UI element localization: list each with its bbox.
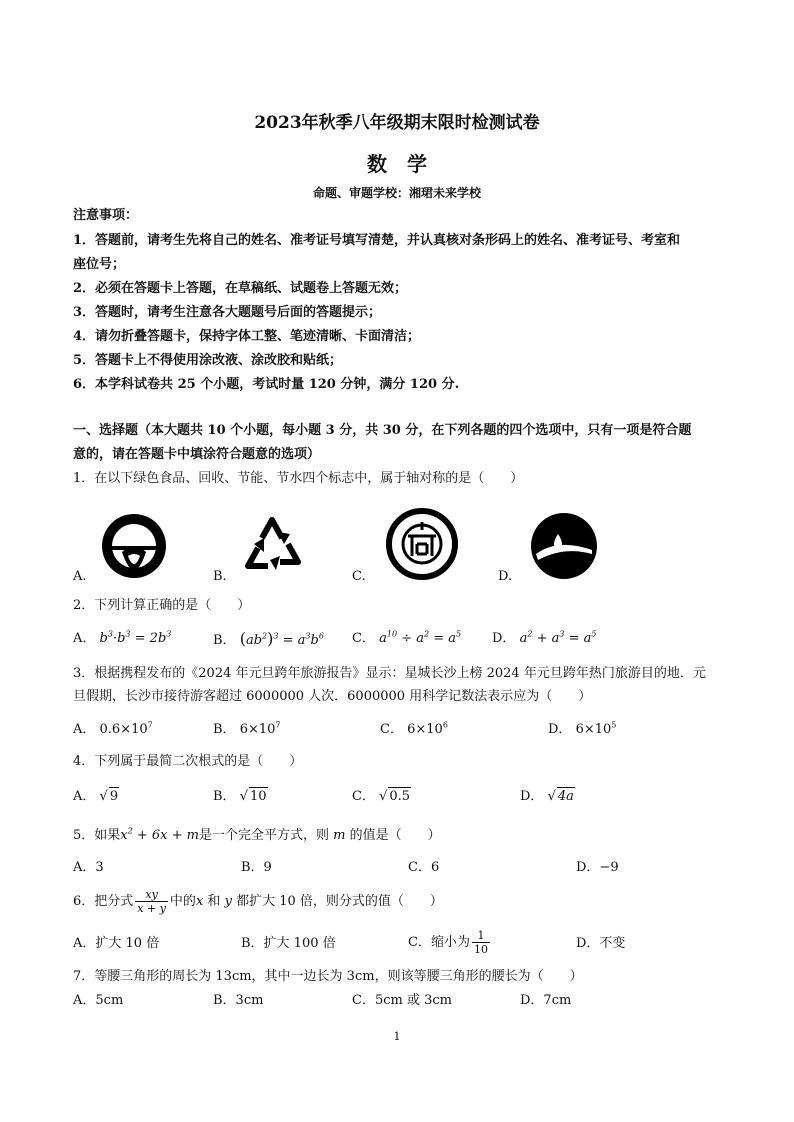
q3-exp-b: 7 [275,720,281,730]
question-3-stem-cont: 旦假期，长沙市接待游客超过 6000000 人次．6000000 用科学记数法表示应为（ ） [73,689,592,704]
q3-exp-a: 7 [147,720,153,730]
q1-option-c: C. [352,569,366,584]
q6-option-b: B．扩大 100 倍 [241,936,336,951]
q2-label-b: B． [213,633,236,648]
q3-label-c: C． [380,722,403,737]
q4-label-d: D． [520,789,544,804]
q3-times-d: ×10 [583,722,612,737]
q3-exp-d: 5 [611,720,617,730]
q4-label-a: A． [73,789,96,804]
q2-option-c [352,630,461,648]
notice-heading: 注意事项： [73,208,139,223]
question-5-stem [73,827,441,845]
question-4-stem: 4．下列属于最简二次根式的是（ ） [73,754,303,769]
q5-option-b: B．9 [241,860,272,875]
q6-option-c-fraction [472,929,490,956]
q6-y: y [224,894,232,909]
q3-option-b [213,721,281,739]
q6-suffix: 都扩大 10 倍，则分式的值（ ） [236,894,443,909]
q5-option-a: A．3 [73,860,104,875]
q6-option-a: A．扩大 10 倍 [73,936,160,951]
q6-option-d: D．不变 [576,936,626,951]
q5-option-c: C．6 [408,860,440,875]
q4-radicand-c: 0.5 [389,789,411,804]
q2-option-d [492,630,596,648]
q5-prefix: 5．如果 [73,828,121,843]
q5-option-d: D．−9 [576,860,619,875]
question-2-stem: 2．下列计算正确的是（ ） [73,598,251,613]
q3-times-a: ×10 [120,722,148,737]
q2-expr-b: $(ab^2)^3 = a^3b^6$ [239,629,324,648]
q2-option-a [73,630,171,648]
q3-mantissa-a: 0.6 [99,722,121,737]
q2-expr-d: $a^2 + a^3 = a^5$ [519,629,597,646]
q2-label-a: A． [73,631,96,646]
q5-suffix2: 的值是（ ） [349,828,441,843]
q3-exp-c: 6 [442,720,448,730]
q6-fraction [135,888,168,915]
q7-option-c: C．5cm 或 3cm [352,993,452,1008]
q4-radicand-d: 4a [557,789,574,804]
q2-option-b [213,630,324,650]
q1-option-b: B. [213,569,227,584]
question-1-stem: 1．在以下绿色食品、回收、节能、节水四个标志中，属于轴对称的是（ ） [73,471,524,486]
notice-item: 4．请勿折叠答题卡，保持字体工整、笔迹清晰、卡面清洁； [73,329,421,344]
question-6-stem [73,887,443,917]
q4-radicand-b: 10 [249,789,267,804]
q3-mantissa-c: 6 [407,722,416,737]
q7-option-a: A．5cm [73,993,124,1008]
q6-frac-num: 1 [472,929,490,943]
notice-item: 5．答题卡上不得使用涂改液、涂改胶和贴纸； [73,353,343,368]
q2-label-d: D． [492,631,516,646]
q6-numerator: xy [135,888,168,902]
water-saving-icon [528,512,600,584]
q2-expr-a: $b^3\cdot b^3 = 2b^3$ [99,629,172,646]
q3-mantissa-d: 6 [575,722,584,737]
q7-option-b: B．3cm [213,993,264,1008]
q5-var: m [333,828,346,843]
q6-option-c [408,927,492,959]
subject-title: 数 学 [367,152,427,176]
notice-item: 2．必须在答题卡上答题，在草稿纸、试题卷上答题无效； [73,281,408,296]
q3-times-b: ×10 [247,722,276,737]
q5-expression: $x^2 + 6x + m$ [120,826,199,843]
q4-option-a: A． √ 9 [73,789,119,804]
q1-option-d: D. [498,569,513,584]
q3-label-d: D． [548,722,572,737]
q3-option-a [73,721,153,739]
question-3-stem: 3．根据携程发布的《2024 年元旦跨年旅游报告》显示：星城长沙上榜 2024 年元旦跨年热门旅游目的地．元 [73,666,706,681]
green-food-icon [100,512,168,584]
notice-item: 3．答题时，请考生注意各大题题号后面的答题提示； [73,305,382,320]
q3-mantissa-b: 6 [239,722,248,737]
section-heading: 一、选择题（本大题共 10 个小题，每小题 3 分，共 30 分，在下列各题的四个选项中，只有一项是符合题 [73,423,692,438]
q3-label-a: A． [73,722,96,737]
q1-option-a: A. [73,569,87,584]
recycle-icon [240,512,308,582]
q6-denominator: x + y [137,902,166,915]
school-line: 命题、审题学校：湘珺未来学校 [312,186,481,200]
q6-option-c-label: C．缩小为 [408,935,470,950]
q4-option-c: C． √ 0.5 [352,789,411,804]
q2-label-c: C． [352,631,375,646]
section-heading-cont: 意的，请在答题卡中填涂符合题意的选项） [73,447,321,462]
notice-item: 6．本学科试卷共 25 个小题，考试时量 120 分钟，满分 120 分. [73,377,460,392]
q6-x: x [195,894,204,909]
energy-saving-icon [386,508,458,584]
q4-label-b: B． [213,789,236,804]
q4-radicand-a: 9 [109,789,119,804]
q6-mid: 中的 [169,894,196,909]
q6-frac-den: 10 [473,943,488,956]
q4-option-b: B． √ 10 [213,789,267,804]
notice-item: 1．答题前，请考生先将自己的姓名、准考证号填写清楚，并认真核对条形码上的姓名、准考证号、考室和 [73,233,681,248]
q6-and: 和 [207,894,221,909]
notice-item: 座位号； [73,257,126,272]
q3-label-b: B． [213,722,236,737]
q3-option-c [380,721,448,739]
q4-option-d: D． √ 4a [520,789,574,804]
q4-label-c: C． [352,789,375,804]
q7-option-d: D．7cm [520,993,572,1008]
q3-times-c: ×10 [415,722,443,737]
q5-suffix: 是一个完全平方式，则 [198,828,329,843]
page-number: 1 [393,1030,401,1043]
q3-option-d [548,721,616,739]
q2-expr-c: $a^{10} \div a^2 = a^5$ [379,629,462,646]
question-7-stem: 7．等腰三角形的周长为 13cm，其中一边长为 3cm，则该等腰三角形的腰长为（ ） [73,969,583,984]
exam-title: 2023年秋季八年级期末限时检测试卷 [254,113,540,133]
q6-prefix: 6．把分式 [73,894,134,909]
